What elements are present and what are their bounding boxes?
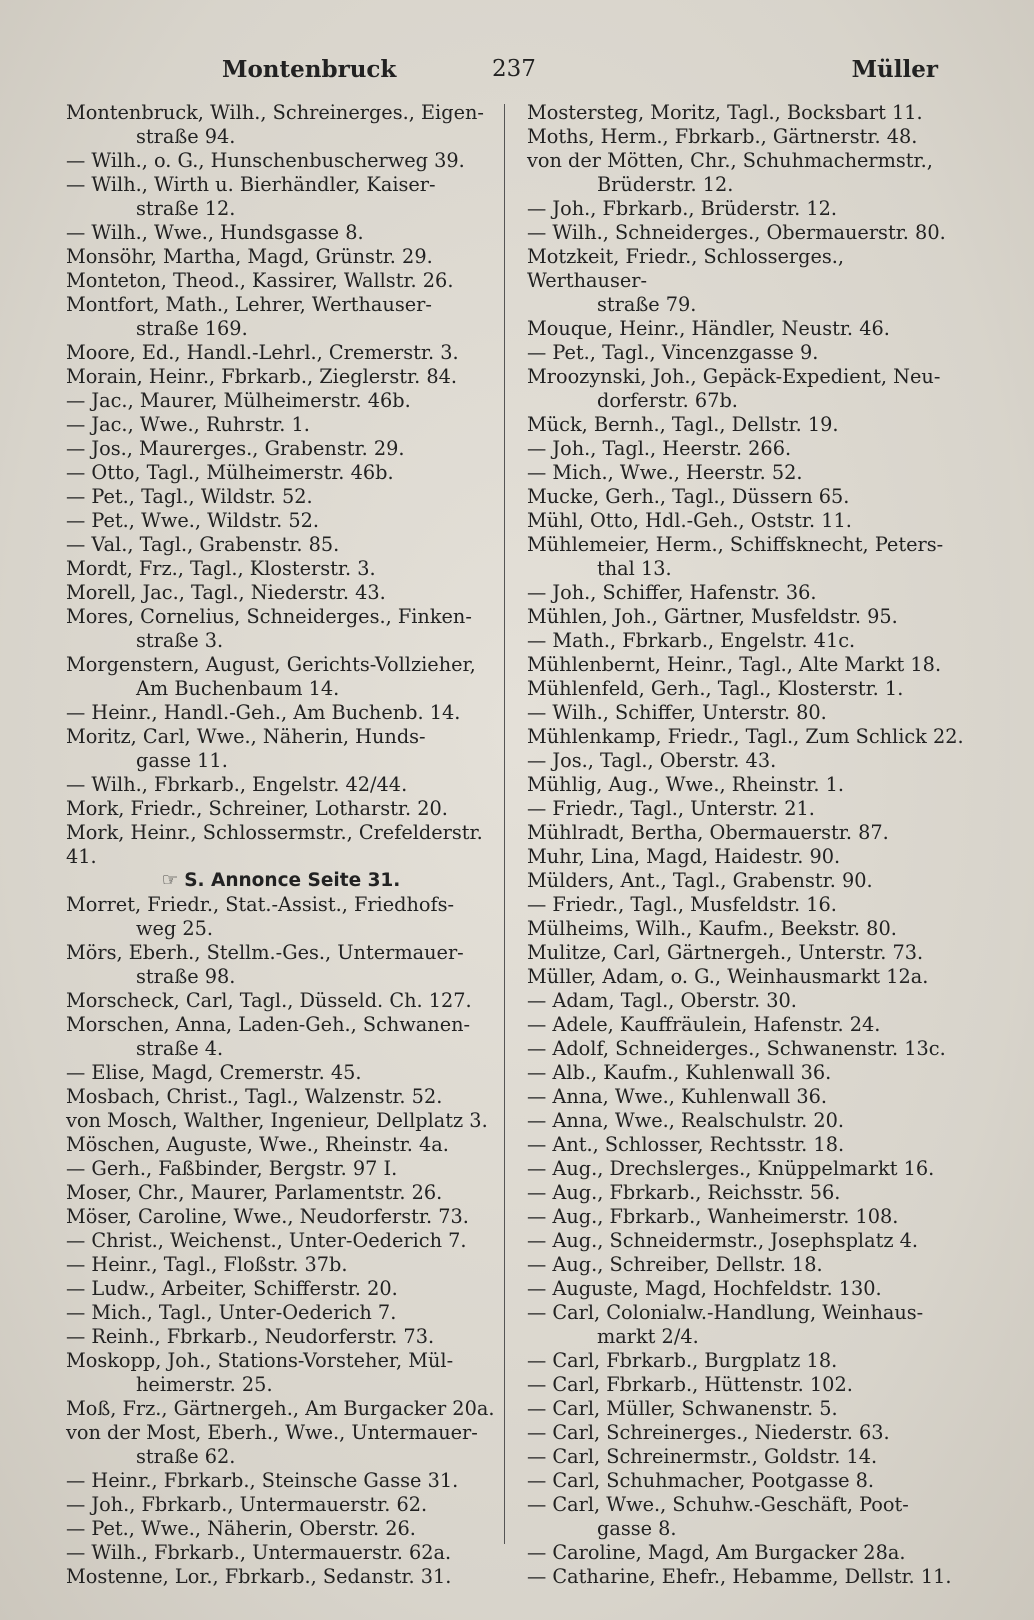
directory-entry xyxy=(527,485,967,509)
entry-line: — Auguste, Magd, Hochfeldstr. 130. xyxy=(527,1277,882,1300)
entry-line: — Friedr., Tagl., Musfeldstr. 16. xyxy=(527,893,837,916)
entry-continuation: Am Buchenbaum 14. xyxy=(136,677,340,700)
directory-entry xyxy=(66,605,496,653)
directory-entry xyxy=(66,101,496,149)
directory-entry xyxy=(66,1541,496,1565)
directory-entry xyxy=(66,1325,496,1349)
entry-line: — Anna, Wwe., Kuhlenwall 36. xyxy=(527,1085,827,1108)
directory-entry xyxy=(66,869,496,893)
directory-entry xyxy=(66,773,496,797)
directory-entry xyxy=(527,1349,967,1373)
entry-line: Mork, Friedr., Schreiner, Lotharstr. 20. xyxy=(66,797,448,820)
directory-entry xyxy=(66,269,496,293)
entry-line: Mulitze, Carl, Gärtnergeh., Unterstr. 73. xyxy=(527,941,924,964)
directory-entry xyxy=(66,1349,496,1397)
entry-line: — Jac., Maurer, Mülheimerstr. 46b. xyxy=(66,389,411,412)
entry-line: Monsöhr, Martha, Magd, Grünstr. 29. xyxy=(66,245,433,268)
directory-entry xyxy=(527,701,967,725)
header-right-catchword: Müller xyxy=(851,56,938,83)
entry-line: Montfort, Math., Lehrer, Werthauser- xyxy=(66,293,432,316)
directory-entry xyxy=(66,293,496,341)
entry-line: Mordt, Frz., Tagl., Klosterstr. 3. xyxy=(66,557,376,580)
directory-entry xyxy=(527,941,967,965)
directory-entry xyxy=(527,629,967,653)
entry-line: — Aug., Fbrkarb., Wanheimerstr. 108. xyxy=(527,1205,899,1228)
directory-entry xyxy=(66,1205,496,1229)
entry-line: — Carl, Müller, Schwanenstr. 5. xyxy=(527,1397,838,1420)
directory-entry xyxy=(527,533,967,581)
directory-entry xyxy=(66,485,496,509)
entry-line: — Joh., Tagl., Heerstr. 266. xyxy=(527,437,792,460)
entry-line: Moritz, Carl, Wwe., Näherin, Hunds- xyxy=(66,725,426,748)
directory-entry xyxy=(527,1541,967,1565)
directory-entry xyxy=(66,341,496,365)
entry-line: Moß, Frz., Gärtnergeh., Am Burgacker 20a. xyxy=(66,1397,495,1420)
directory-entry xyxy=(66,1493,496,1517)
entry-continuation: dorferstr. 67b. xyxy=(597,389,738,412)
entry-line: Motzkeit, Friedr., Schlosserges., Werthauser- xyxy=(527,245,845,292)
directory-entry xyxy=(66,509,496,533)
entry-continuation: gasse 8. xyxy=(597,1517,677,1540)
entry-line: — Alb., Kaufm., Kuhlenwall 36. xyxy=(527,1061,832,1084)
directory-entry xyxy=(527,581,967,605)
directory-entry xyxy=(527,653,967,677)
directory-entry xyxy=(527,1133,967,1157)
directory-entry xyxy=(527,197,967,221)
directory-entry xyxy=(66,725,496,773)
directory-entry xyxy=(527,725,967,749)
entry-line: von der Mötten, Chr., Schuhmachermstr., xyxy=(527,149,933,172)
entry-line: Morret, Friedr., Stat.-Assist., Friedhofs- xyxy=(66,893,455,916)
directory-entry xyxy=(66,1133,496,1157)
directory-entry xyxy=(527,245,967,317)
entry-line: — Ludw., Arbeiter, Schifferstr. 20. xyxy=(66,1277,398,1300)
entry-line: — Reinh., Fbrkarb., Neudorferstr. 73. xyxy=(66,1325,435,1348)
entry-line: Mühlig, Aug., Wwe., Rheinstr. 1. xyxy=(527,773,845,796)
entry-line: — Joh., Fbrkarb., Brüderstr. 12. xyxy=(527,197,838,220)
directory-entry xyxy=(66,797,496,821)
entry-line: — Aug., Schneidermstr., Josephsplatz 4. xyxy=(527,1229,919,1252)
entry-line: — Mich., Wwe., Heerstr. 52. xyxy=(527,461,803,484)
entry-line: Mostenne, Lor., Fbrkarb., Sedanstr. 31. xyxy=(66,1565,452,1588)
entry-line: Moths, Herm., Fbrkarb., Gärtnerstr. 48. xyxy=(527,125,918,148)
entry-line: — Pet., Wwe., Wildstr. 52. xyxy=(66,509,319,532)
entry-line: — Pet., Tagl., Wildstr. 52. xyxy=(66,485,313,508)
entry-line: Mühlradt, Bertha, Obermauerstr. 87. xyxy=(527,821,889,844)
entry-line: — Carl, Schreinermstr., Goldstr. 14. xyxy=(527,1445,878,1468)
entry-line: — Math., Fbrkarb., Engelstr. 41c. xyxy=(527,629,856,652)
entry-line: Möschen, Auguste, Wwe., Rheinstr. 4a. xyxy=(66,1133,449,1156)
entry-line: Montenbruck, Wilh., Schreinerges., Eigen- xyxy=(66,101,484,124)
directory-entry xyxy=(527,1565,967,1589)
entry-line: Mück, Bernh., Tagl., Dellstr. 19. xyxy=(527,413,839,436)
directory-entry xyxy=(527,677,967,701)
entry-line: Müller, Adam, o. G., Weinhausmarkt 12a. xyxy=(527,965,929,988)
directory-entry xyxy=(527,845,967,869)
directory-entry xyxy=(66,1565,496,1589)
entry-line: Mroozynski, Joh., Gepäck-Expedient, Neu- xyxy=(527,365,941,388)
entry-line: — Wilh., Schiffer, Unterstr. 80. xyxy=(527,701,827,724)
entry-line: — Carl, Wwe., Schuhw.-Geschäft, Poot- xyxy=(527,1493,909,1516)
entry-line: — Aug., Drechslerges., Knüppelmarkt 16. xyxy=(527,1157,935,1180)
directory-entry xyxy=(527,1301,967,1349)
entry-continuation: thal 13. xyxy=(597,557,672,580)
entry-continuation: straße 4. xyxy=(136,1037,224,1060)
directory-entry xyxy=(66,989,496,1013)
page-number: 237 xyxy=(492,56,536,82)
directory-entry xyxy=(527,1061,967,1085)
directory-entry xyxy=(66,1277,496,1301)
directory-entry xyxy=(66,1301,496,1325)
directory-entry xyxy=(527,1205,967,1229)
directory-entry xyxy=(527,461,967,485)
directory-entry xyxy=(527,893,967,917)
directory-entry xyxy=(527,1253,967,1277)
directory-entry xyxy=(527,413,967,437)
entry-continuation: weg 25. xyxy=(136,917,214,940)
directory-entry xyxy=(66,1421,496,1469)
entry-line: Mosbach, Christ., Tagl., Walzenstr. 52. xyxy=(66,1085,443,1108)
entry-line: — Heinr., Handl.-Geh., Am Buchenb. 14. xyxy=(66,701,461,724)
directory-entry xyxy=(66,941,496,989)
directory-entry xyxy=(527,1013,967,1037)
entry-line: — Adam, Tagl., Oberstr. 30. xyxy=(527,989,797,1012)
directory-entry xyxy=(66,1517,496,1541)
directory-entry xyxy=(66,1085,496,1109)
directory-entry xyxy=(527,221,967,245)
entry-line: — Val., Tagl., Grabenstr. 85. xyxy=(66,533,340,556)
entry-line: — Joh., Fbrkarb., Untermauerstr. 62. xyxy=(66,1493,428,1516)
entry-line: — Heinr., Fbrkarb., Steinsche Gasse 31. xyxy=(66,1469,459,1492)
header-left-catchword: Montenbruck xyxy=(222,56,397,83)
entry-line: — Adolf, Schneiderges., Schwanenstr. 13c. xyxy=(527,1037,946,1060)
directory-entry xyxy=(527,1229,967,1253)
directory-entry xyxy=(66,1157,496,1181)
directory-entry xyxy=(66,389,496,413)
directory-entry xyxy=(66,149,496,173)
entry-line: Morell, Jac., Tagl., Niederstr. 43. xyxy=(66,581,386,604)
entry-line: — Heinr., Tagl., Floßstr. 37b. xyxy=(66,1253,348,1276)
directory-entry xyxy=(527,1493,967,1541)
directory-entry xyxy=(66,221,496,245)
entry-line: Mörs, Eberh., Stellm.-Ges., Untermauer- xyxy=(66,941,464,964)
directory-entry xyxy=(66,581,496,605)
entry-line: Mühlenfeld, Gerh., Tagl., Klosterstr. 1. xyxy=(527,677,904,700)
entry-line: — Wilh., Schneiderges., Obermauerstr. 80. xyxy=(527,221,946,244)
entry-line: Moser, Chr., Maurer, Parlamentstr. 26. xyxy=(66,1181,443,1204)
entry-line: Mostersteg, Moritz, Tagl., Bocksbart 11. xyxy=(527,101,923,124)
entry-line: — Adele, Kauffräulein, Hafenstr. 24. xyxy=(527,1013,881,1036)
entry-line: — Jac., Wwe., Ruhrstr. 1. xyxy=(66,413,310,436)
entry-line: Mühl, Otto, Hdl.-Geh., Oststr. 11. xyxy=(527,509,852,532)
entry-line: — Aug., Fbrkarb., Reichsstr. 56. xyxy=(527,1181,841,1204)
directory-entry xyxy=(527,1397,967,1421)
directory-entry xyxy=(527,1109,967,1133)
entry-line: — Wilh., Wirth u. Bierhändler, Kaiser- xyxy=(66,173,436,196)
entry-line: Mülders, Ant., Tagl., Grabenstr. 90. xyxy=(527,869,873,892)
directory-entry xyxy=(527,1277,967,1301)
left-column xyxy=(66,101,496,1589)
pointing-hand-icon: ☞ xyxy=(161,870,179,891)
entry-line: Morschen, Anna, Laden-Geh., Schwanen- xyxy=(66,1013,471,1036)
directory-entry xyxy=(527,1373,967,1397)
entry-continuation: straße 79. xyxy=(597,293,697,316)
entry-line: Muhr, Lina, Magd, Haidestr. 90. xyxy=(527,845,841,868)
entry-line: Mores, Cornelius, Schneiderges., Finken- xyxy=(66,605,472,628)
entry-line: Mouque, Heinr., Händler, Neustr. 46. xyxy=(527,317,890,340)
entry-line: Monteton, Theod., Kassirer, Wallstr. 26. xyxy=(66,269,454,292)
entry-line: — Friedr., Tagl., Unterstr. 21. xyxy=(527,797,815,820)
directory-entry xyxy=(527,1469,967,1493)
directory-entry xyxy=(527,1445,967,1469)
directory-entry xyxy=(66,1229,496,1253)
directory-entry xyxy=(66,173,496,221)
directory-entry xyxy=(66,653,496,701)
directory-entry xyxy=(66,413,496,437)
directory-entry xyxy=(66,1397,496,1421)
entry-line: — Wilh., Fbrkarb., Engelstr. 42/44. xyxy=(66,773,408,796)
directory-entry xyxy=(66,1061,496,1085)
directory-entry xyxy=(527,317,967,341)
directory-entry xyxy=(527,101,967,125)
directory-entry xyxy=(66,1181,496,1205)
directory-entry xyxy=(66,821,496,869)
entry-line: — Carl, Schuhmacher, Pootgasse 8. xyxy=(527,1469,875,1492)
entry-line: von der Most, Eberh., Wwe., Untermauer- xyxy=(66,1421,478,1444)
entry-line: Mühlemeier, Herm., Schiffsknecht, Peters- xyxy=(527,533,944,556)
entry-line: — Jos., Tagl., Oberstr. 43. xyxy=(527,749,777,772)
directory-entry xyxy=(527,509,967,533)
entry-line: — Gerh., Faßbinder, Bergstr. 97 I. xyxy=(66,1157,398,1180)
directory-entry xyxy=(66,461,496,485)
directory-entry xyxy=(66,557,496,581)
column-divider xyxy=(504,104,505,1544)
entry-line: Mork, Heinr., Schlossermstr., Crefelderstr. 41. xyxy=(66,821,483,868)
entry-line: Moskopp, Joh., Stations-Vorsteher, Mül- xyxy=(66,1349,454,1372)
directory-entry xyxy=(527,1037,967,1061)
entry-line: Möser, Caroline, Wwe., Neudorferstr. 73. xyxy=(66,1205,469,1228)
directory-entry xyxy=(527,365,967,413)
entry-line: Morgenstern, August, Gerichts-Vollzieher, xyxy=(66,653,476,676)
directory-entry xyxy=(527,341,967,365)
directory-entry xyxy=(527,989,967,1013)
entry-continuation: markt 2/4. xyxy=(597,1325,699,1348)
directory-entry xyxy=(66,365,496,389)
entry-line: Mülheims, Wilh., Kaufm., Beekstr. 80. xyxy=(527,917,897,940)
entry-continuation: Brüderstr. 12. xyxy=(597,173,734,196)
entry-continuation: straße 12. xyxy=(136,197,236,220)
entry-line: — Pet., Tagl., Vincenzgasse 9. xyxy=(527,341,819,364)
page-header xyxy=(66,56,968,92)
entry-line: — Wilh., Fbrkarb., Untermauerstr. 62a. xyxy=(66,1541,452,1564)
entry-line: Mühlenkamp, Friedr., Tagl., Zum Schlick 22. xyxy=(527,725,964,748)
right-column xyxy=(527,101,967,1589)
entry-continuation: straße 94. xyxy=(136,125,236,148)
entry-line: Mühlen, Joh., Gärtner, Musfeldstr. 95. xyxy=(527,605,898,628)
entry-line: von Mosch, Walther, Ingenieur, Dellplatz 3. xyxy=(66,1109,488,1132)
entry-continuation: straße 62. xyxy=(136,1445,236,1468)
directory-entry xyxy=(527,869,967,893)
directory-entry xyxy=(527,917,967,941)
entry-line: — Carl, Schreinerges., Niederstr. 63. xyxy=(527,1421,890,1444)
entry-line: — Mich., Tagl., Unter-Oederich 7. xyxy=(66,1301,397,1324)
entry-line: — Wilh., o. G., Hunschenbuscherweg 39. xyxy=(66,149,465,172)
directory-entry xyxy=(527,605,967,629)
entry-line: — Jos., Maurerges., Grabenstr. 29. xyxy=(66,437,405,460)
directory-entry xyxy=(66,1109,496,1133)
entry-line: Mucke, Gerh., Tagl., Düssern 65. xyxy=(527,485,850,508)
directory-entry xyxy=(527,125,967,149)
entry-line: Morscheck, Carl, Tagl., Düsseld. Ch. 127. xyxy=(66,989,472,1012)
entry-line: — Elise, Magd, Cremerstr. 45. xyxy=(66,1061,362,1084)
directory-entry xyxy=(527,1181,967,1205)
directory-entry xyxy=(527,437,967,461)
entry-line: Mühlenbernt, Heinr., Tagl., Alte Markt 18. xyxy=(527,653,942,676)
entry-line: — Otto, Tagl., Mülheimerstr. 46b. xyxy=(66,461,394,484)
entry-line: Moore, Ed., Handl.-Lehrl., Cremerstr. 3. xyxy=(66,341,459,364)
directory-entry xyxy=(66,1253,496,1277)
directory-entry xyxy=(527,821,967,845)
entry-line: — Joh., Schiffer, Hafenstr. 36. xyxy=(527,581,817,604)
directory-entry xyxy=(527,1421,967,1445)
entry-line: — Caroline, Magd, Am Burgacker 28a. xyxy=(527,1541,906,1564)
directory-entry xyxy=(66,533,496,557)
entry-continuation: straße 169. xyxy=(136,317,248,340)
directory-entry xyxy=(527,149,967,197)
directory-entry xyxy=(66,1469,496,1493)
directory-entry xyxy=(527,773,967,797)
entry-continuation: heimerstr. 25. xyxy=(136,1373,273,1396)
entry-line: — Anna, Wwe., Realschulstr. 20. xyxy=(527,1109,844,1132)
directory-entry xyxy=(66,893,496,941)
entry-line: — Wilh., Wwe., Hundsgasse 8. xyxy=(66,221,364,244)
entry-line: — Aug., Schreiber, Dellstr. 18. xyxy=(527,1253,823,1276)
directory-entry xyxy=(527,749,967,773)
directory-entry xyxy=(527,797,967,821)
directory-entry xyxy=(66,245,496,269)
entry-line: — Pet., Wwe., Näherin, Oberstr. 26. xyxy=(66,1517,416,1540)
entry-line: — Ant., Schlosser, Rechtsstr. 18. xyxy=(527,1133,845,1156)
directory-entry xyxy=(527,1157,967,1181)
directory-entry xyxy=(66,1013,496,1061)
entry-line: — Catharine, Ehefr., Hebamme, Dellstr. 11. xyxy=(527,1565,952,1588)
directory-entry xyxy=(66,701,496,725)
entry-line: — Carl, Fbrkarb., Hüttenstr. 102. xyxy=(527,1373,853,1396)
entry-line: S. Annonce Seite 31. xyxy=(184,870,401,891)
entry-continuation: gasse 11. xyxy=(136,749,228,772)
entry-line: — Carl, Colonialw.-Handlung, Weinhaus- xyxy=(527,1301,924,1324)
directory-entry xyxy=(527,1085,967,1109)
entry-line: Morain, Heinr., Fbrkarb., Zieglerstr. 84. xyxy=(66,365,458,388)
entry-line: — Christ., Weichenst., Unter-Oederich 7. xyxy=(66,1229,467,1252)
directory-entry xyxy=(66,437,496,461)
directory-entry xyxy=(527,965,967,989)
entry-continuation: straße 3. xyxy=(136,629,224,652)
entry-line: — Carl, Fbrkarb., Burgplatz 18. xyxy=(527,1349,838,1372)
entry-continuation: straße 98. xyxy=(136,965,236,988)
